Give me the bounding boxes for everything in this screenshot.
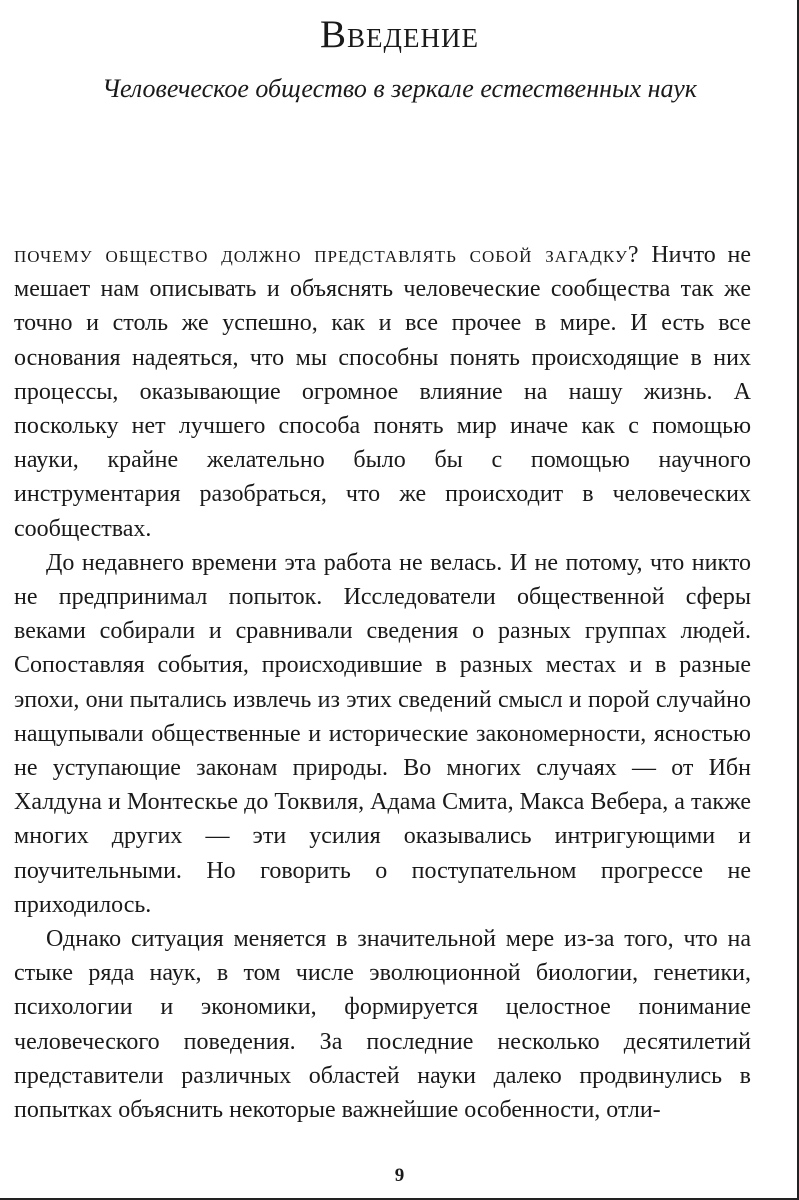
paragraph-2: До недавнего времени эта работа не велась. И не потому, что никто не предпринимал попыток. Исследователи общественной сферы веками собирали и сравнивали сведения о разных группах людей. Сопоставляя события, происходившие в разных местах и в разные эпохи, они пытались извлечь из этих сведений смысл и порой случайно нащупывали общественные и исторические закономерности, ясностью не уступающие законам природы. Во многих случаях — от Ибн Халдуна и Монтескье до Токвиля, Адама Смита, Макса Вебера, а также многих других — эти усилия оказывались интригующими и поучительными. Но говорить о поступательном прогрессе не приходилось. xyxy=(14,549,751,918)
chapter-title: Введение xyxy=(320,13,479,56)
paragraph-1 xyxy=(14,238,751,546)
chapter-subtitle: Человеческое общество в зеркале естественных наук xyxy=(102,74,697,103)
page-number: 9 xyxy=(394,1165,405,1186)
paragraph-1-text: Ничто не мешает нам описывать и объяснять человеческие сообщества так же точно и столь же успешно, как и все прочее в мире. И есть все основания надеяться, что мы способны понять происходящие в них процессы, оказывающие огромное влияние на нашу жизнь. А поскольку нет лучшего способа понять мир иначе как с помощью науки, крайне желательно было бы с помощью научного инструментария разобраться, что же происходит в человеческих сообществах. xyxy=(14,242,752,542)
paragraph-lead-in: почему общество должно представлять собой загадку? xyxy=(14,242,640,268)
body-text xyxy=(14,238,751,1127)
paragraph-3: Однако ситуация меняется в значительной мере из-за того, что на стыке ряда наук, в том числе эволюционной биологии, генетики, психологии и экономики, формируется целостное понимание человеческого поведения. За последние несколько десятилетий представители различных областей науки далеко продвинулись в попытках объяснить некоторые важнейшие особенности, отли- xyxy=(14,926,751,1124)
